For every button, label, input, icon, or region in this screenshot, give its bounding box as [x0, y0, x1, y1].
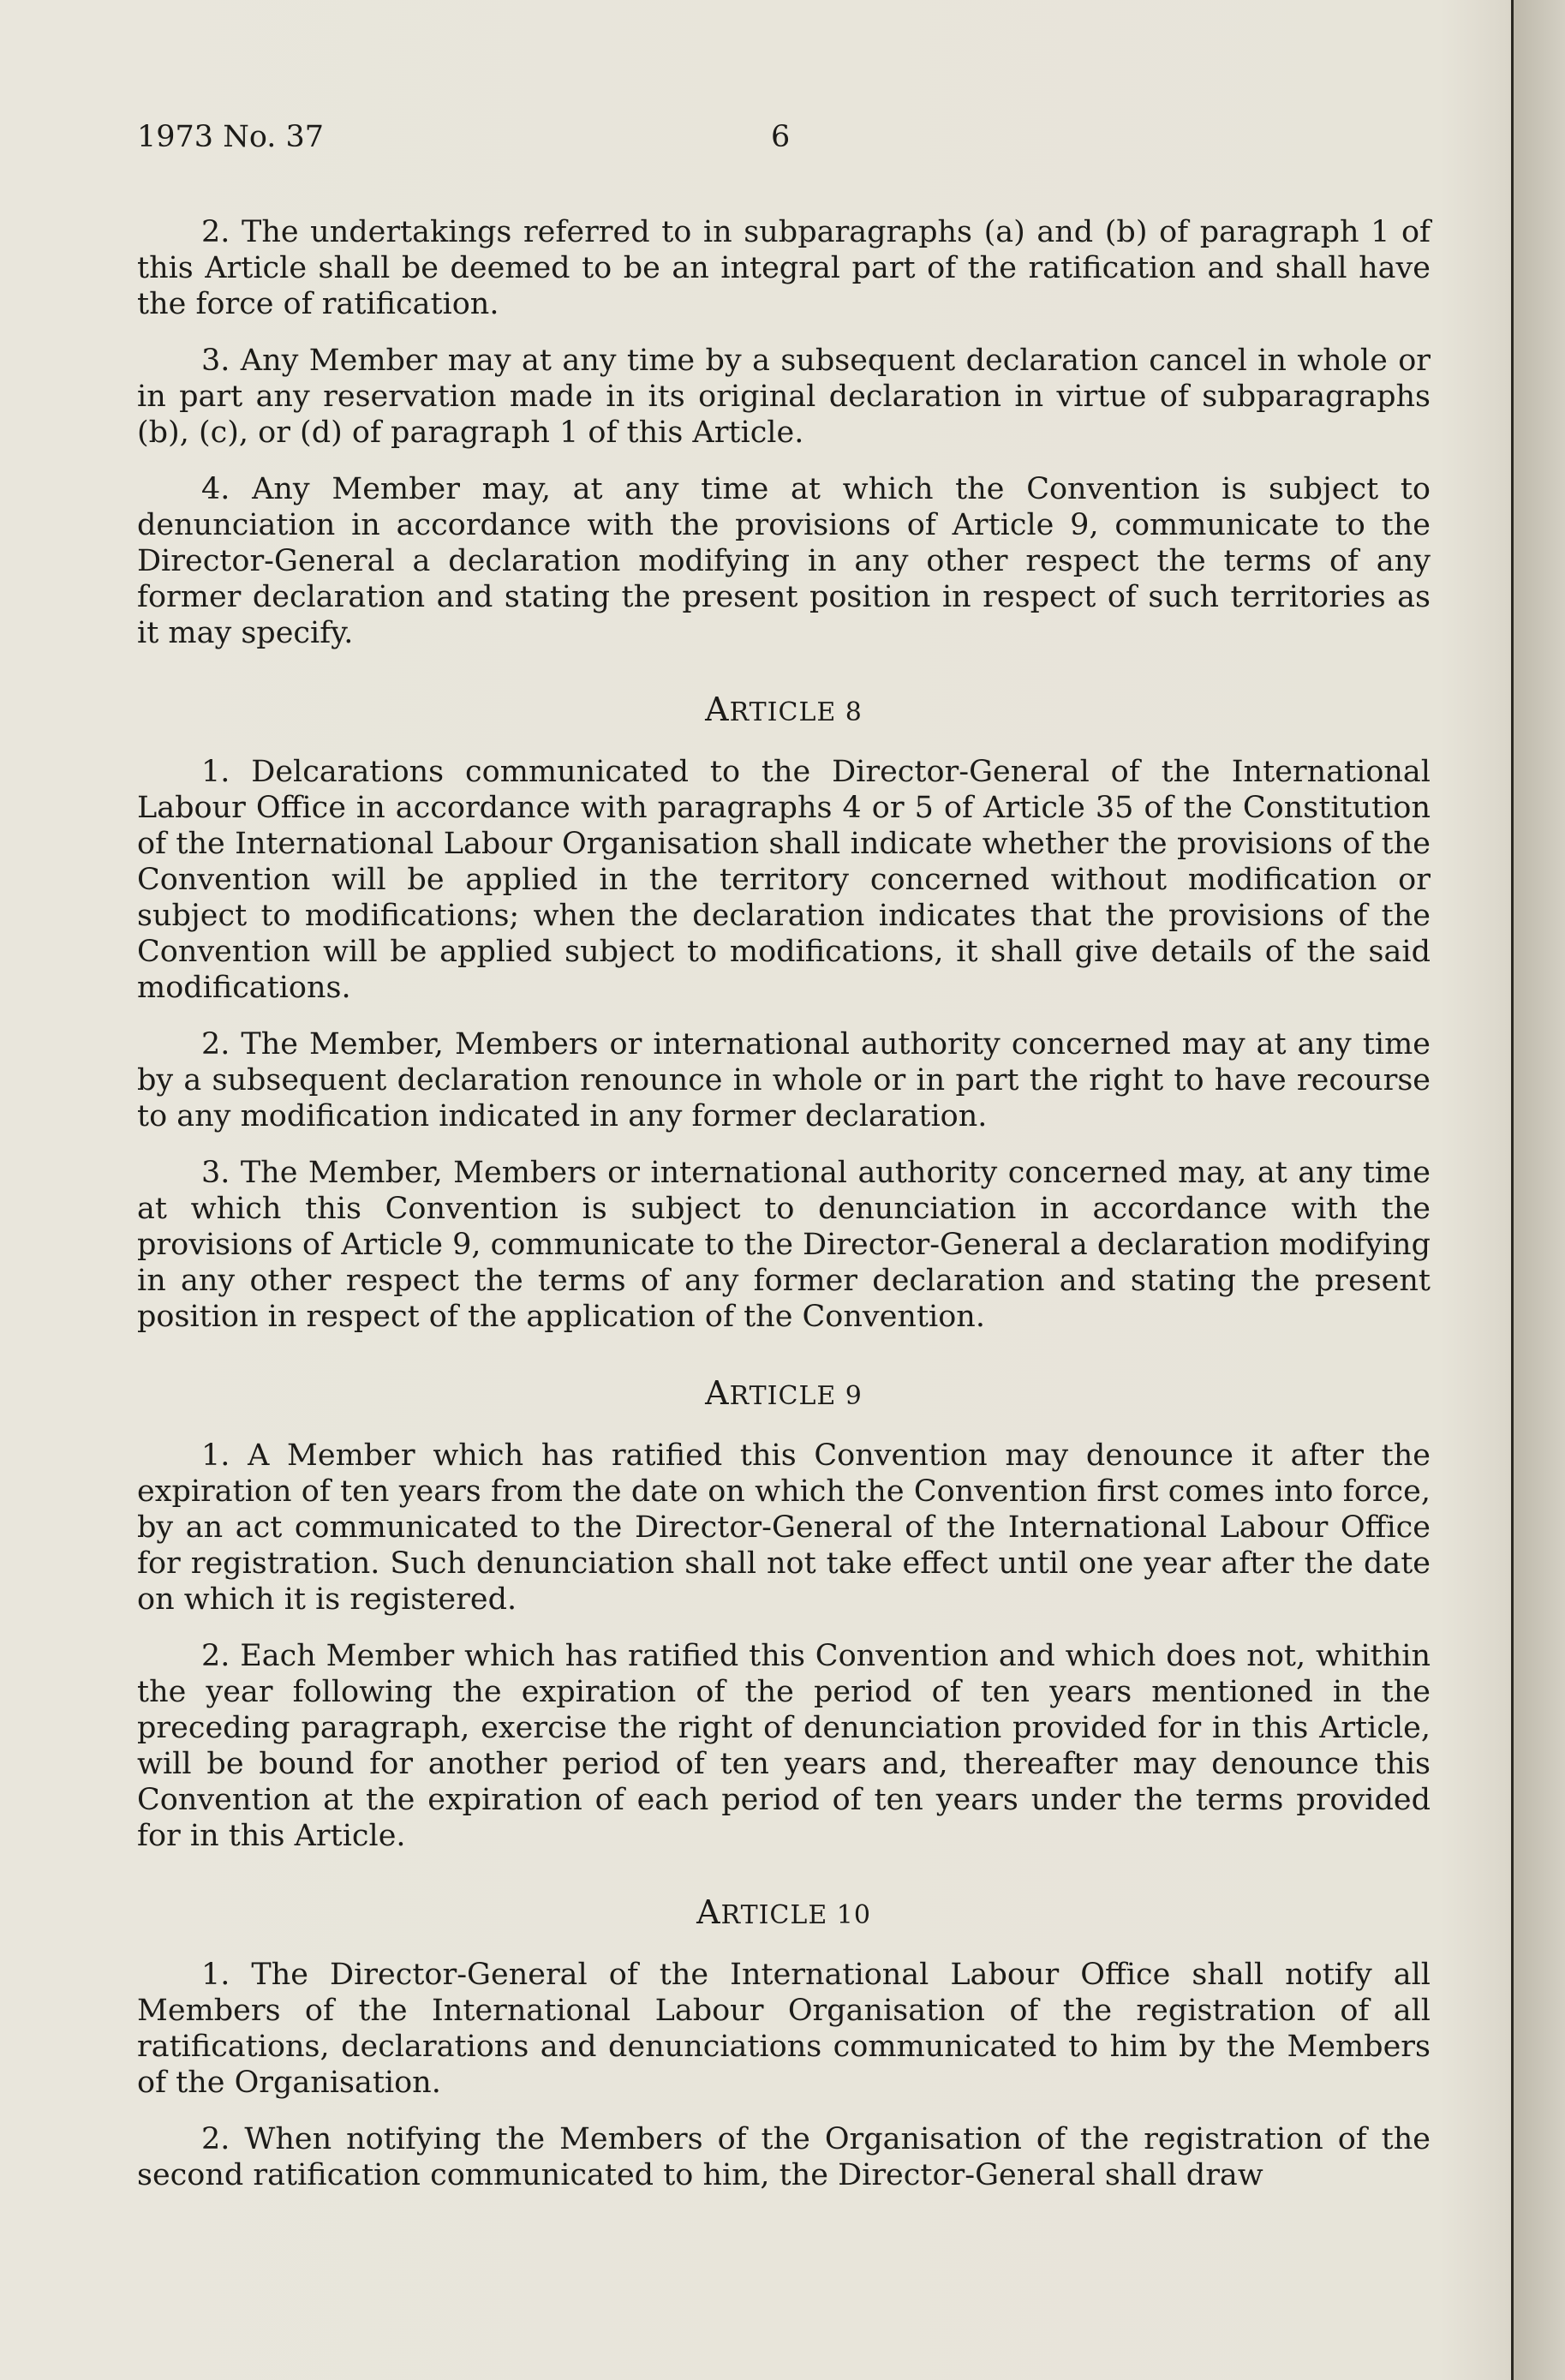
paragraph: 4. Any Member may, at any time at which the Convention is subject to denunciation in accordance with the provisions of Article 9, communicate to the Director-General a declaration modifying in any other respect the terms of any former declaration and stating the present position in respect of such territories as it may specify.	[137, 472, 1431, 650]
paragraph: 1. Delcarations communicated to the Director-General of the International Labour Office in accordance with paragraphs 4 or 5 of Article 35 of the Constitution of the International Labour Organisation shall indicate whether the provisions of the Convention will be applied in the territory concerned without modification or subject to modifications; when the declaration indicates that the provisions of the Convention will be applied subject to modifications, it shall give details of the said modifications.	[137, 755, 1431, 1005]
page-number: 6	[771, 120, 791, 154]
paragraph: 2. Each Member which has ratified this Convention and which does not, whithin the year following the expiration of the period of ten years mentioned in the preceding paragraph, exercise the right of denunciation provided for in this Article, will be bound for another period of ten years and, thereafter may denounce this Convention at the expiration of each period of ten years under the terms provided for in this Article.	[137, 1639, 1431, 1853]
paragraph: 1. The Director-General of the International Labour Office shall notify all Members of the International Labour Organisation of the registration of all ratifications, declarations and denunciations communicated to him by the Members of the Organisation.	[137, 1958, 1431, 2100]
paragraph: 2. The undertakings referred to in subparagraphs (a) and (b) of paragraph 1 of this Article shall be deemed to be an integral part of the ratification and shall have the force of ratification.	[137, 215, 1431, 321]
running-header	[137, 120, 1431, 163]
heading-initial: A	[705, 1374, 730, 1412]
article-9-heading	[137, 1376, 1431, 1414]
paragraph: 3. The Member, Members or international authority concerned may, at any time at which this Convention is subject to denunciation in accordance with the provisions of Article 9, communicate to the Director-General a declaration modifying in any other respect the terms of any former declaration and stating the present position in respect of the application of the Convention.	[137, 1156, 1431, 1334]
paragraph: 2. The Member, Members or international authority concerned may at any time by a subsequent declaration renounce in whole or in part the right to have recourse to any modification indicated in any former declaration.	[137, 1027, 1431, 1133]
heading-rest: RTICLE 8	[729, 697, 863, 727]
body-text	[137, 214, 1431, 2214]
heading-rest: RTICLE 9	[729, 1381, 863, 1411]
header-year-number: 1973 No. 37	[137, 120, 325, 154]
paragraph: 2. When notifying the Members of the Organisation of the registration of the second ratification communicated to him, the Director-General shall draw	[137, 2122, 1431, 2192]
heading-rest: RTICLE 10	[720, 1900, 871, 1930]
article-10-heading	[137, 1895, 1431, 1933]
article-8-heading	[137, 692, 1431, 730]
heading-initial: A	[705, 691, 730, 728]
heading-initial: A	[696, 1893, 721, 1931]
paragraph: 3. Any Member may at any time by a subsequent declaration cancel in whole or in part any reservation made in its original declaration in virtue of subparagraphs (b), (c), or (d) of paragraph 1 of this Article.	[137, 344, 1431, 450]
paragraph: 1. A Member which has ratified this Convention may denounce it after the expiration of ten years from the date on which the Convention first comes into force, by an act communicated to the Director-General of the International Labour Office for registration. Such denunciation shall not take effect until one year after the date on which it is registered.	[137, 1438, 1431, 1617]
binding-shadow	[1514, 0, 1565, 2380]
